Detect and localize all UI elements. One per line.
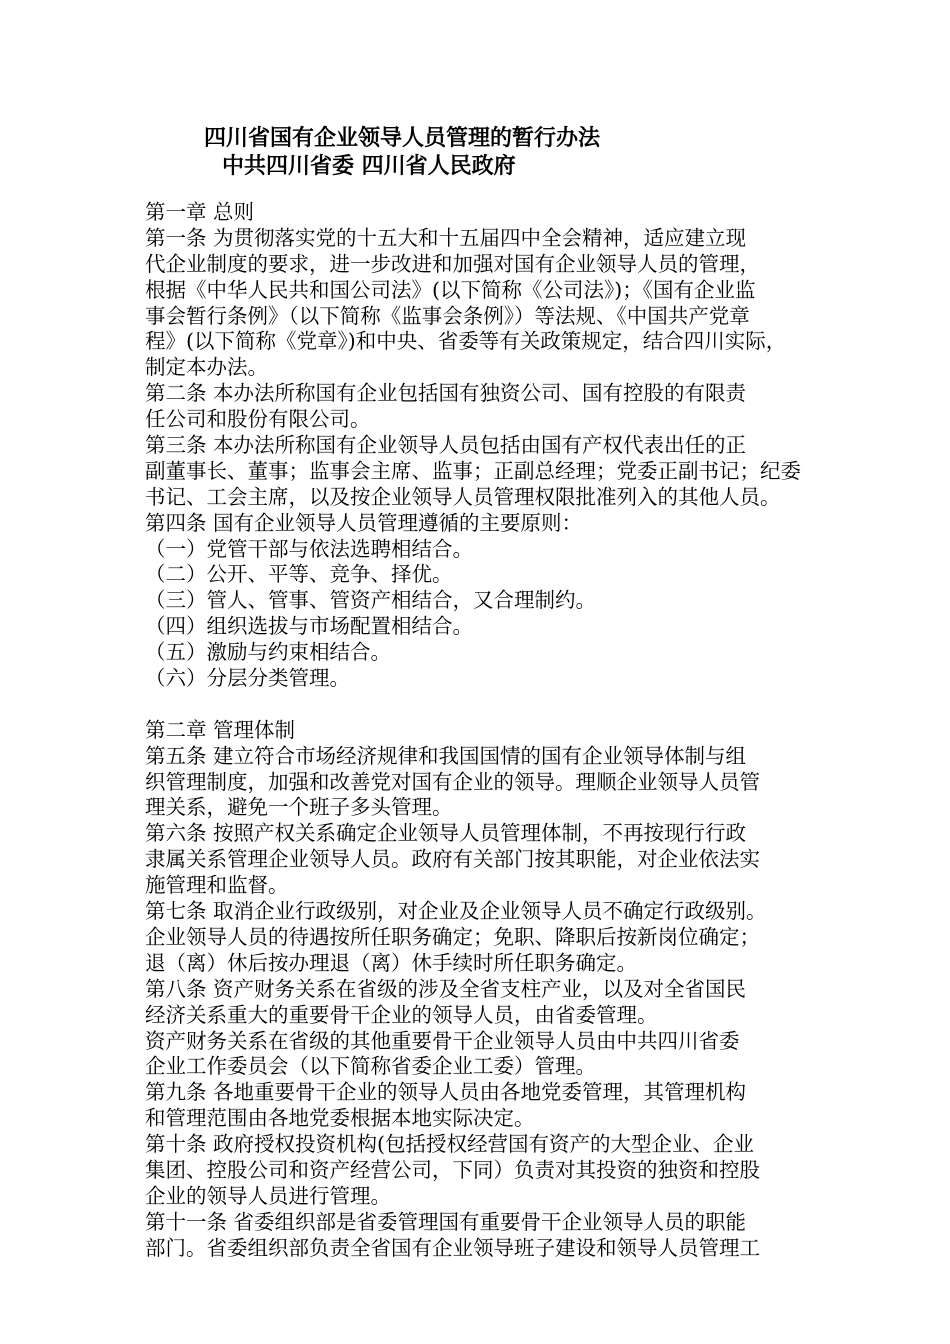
body-line: 企业工作委员会（以下简称省委企业工委）管理。 — [145, 1054, 596, 1079]
body-line: 第三条 本办法所称国有企业领导人员包括由国有产权代表出任的正 — [145, 433, 747, 458]
body-line: 第二章 管理体制 — [145, 717, 296, 742]
body-line: 第二条 本办法所称国有企业包括国有独资公司、国有控股的有限责 — [145, 381, 747, 406]
body-line: 织管理制度，加强和改善党对国有企业的领导。理顺企业领导人员管 — [145, 769, 760, 794]
body-line: 代企业制度的要求，进一步改进和加强对国有企业领导人员的管理， — [145, 251, 760, 276]
body-line: 施管理和监督。 — [145, 873, 289, 898]
body-line: 书记、工会主席，以及按企业领导人员管理权限批准列入的其他人员。 — [145, 484, 781, 509]
body-line: 资产财务关系在省级的其他重要骨干企业领导人员由中共四川省委 — [145, 1028, 740, 1053]
body-line: 事会暂行条例》（以下简称《监事会条例》）等法规、《中国共产党章 — [145, 303, 750, 328]
body-line: （六）分层分类管理。 — [145, 666, 350, 691]
body-line: 第六条 按照产权关系确定企业领导人员管理体制，不再按现行行政 — [145, 821, 747, 846]
body-line: 任公司和股份有限公司。 — [145, 407, 371, 432]
blank-line — [145, 692, 825, 718]
body-line: 第一条 为贯彻落实党的十五大和十五届四中全会精神，适应建立现 — [145, 225, 747, 250]
body-line: 制定本办法。 — [145, 355, 268, 380]
body-line: 第十一条 省委组织部是省委管理国有重要骨干企业领导人员的职能 — [145, 1209, 747, 1234]
body-line: 副董事长、董事；监事会主席、监事；正副总经理；党委正副书记；纪委 — [145, 458, 801, 483]
body-line: 第七条 取消企业行政级别，对企业及企业领导人员不确定行政级别。 — [145, 899, 767, 924]
body-line: （三）管人、管事、管资产相结合，又合理制约。 — [145, 588, 596, 613]
body-line: （一）党管干部与依法选聘相结合。 — [145, 536, 473, 561]
body-line: 隶属关系管理企业领导人员。政府有关部门按其职能，对企业依法实 — [145, 847, 760, 872]
body-line: 理关系，避免一个班子多头管理。 — [145, 795, 453, 820]
body-line: （二）公开、平等、竞争、择优。 — [145, 562, 453, 587]
body-line: 第十条 政府授权投资机构(包括授权经营国有资产的大型企业、企业 — [145, 1132, 755, 1157]
body-line: 部门。省委组织部负责全省国有企业领导班子建设和领导人员管理工 — [145, 1235, 760, 1260]
document-issuer: 中共四川省委 四川省人民政府 — [222, 153, 516, 179]
body-line: 程》(以下简称《党章》)和中央、省委等有关政策规定，结合四川实际， — [145, 329, 787, 354]
document-title: 四川省国有企业领导人员管理的暂行办法 — [204, 125, 601, 151]
body-line: 第一章 总则 — [145, 200, 255, 224]
body-line: 经济关系重大的重要骨干企业的领导人员，由省委管理。 — [145, 1002, 658, 1027]
body-line: 企业领导人员的待遇按所任职务确定；免职、降职后按新岗位确定； — [145, 924, 760, 949]
body-line: 根据《中华人民共和国公司法》(以下简称《公司法》)；《国有企业监 — [145, 277, 756, 302]
body-line: 第四条 国有企业领导人员管理遵循的主要原则： — [145, 510, 583, 535]
body-line: 和管理范围由各地党委根据本地实际决定。 — [145, 1106, 535, 1131]
document-body — [145, 200, 825, 1262]
body-line: （五）激励与约束相结合。 — [145, 640, 391, 665]
body-line: 第八条 资产财务关系在省级的涉及全省支柱产业，以及对全省国民 — [145, 976, 747, 1001]
body-line: 第九条 各地重要骨干企业的领导人员由各地党委管理，其管理机构 — [145, 1080, 747, 1105]
body-line: 退（离）休后按办理退（离）休手续时所任职务确定。 — [145, 950, 637, 975]
body-line: （四）组织选拔与市场配置相结合。 — [145, 614, 473, 639]
body-line: 集团、控股公司和资产经营公司，下同）负责对其投资的独资和控股 — [145, 1157, 760, 1182]
body-line: 企业的领导人员进行管理。 — [145, 1183, 391, 1208]
body-line: 第五条 建立符合市场经济规律和我国国情的国有企业领导体制与组 — [145, 743, 747, 768]
